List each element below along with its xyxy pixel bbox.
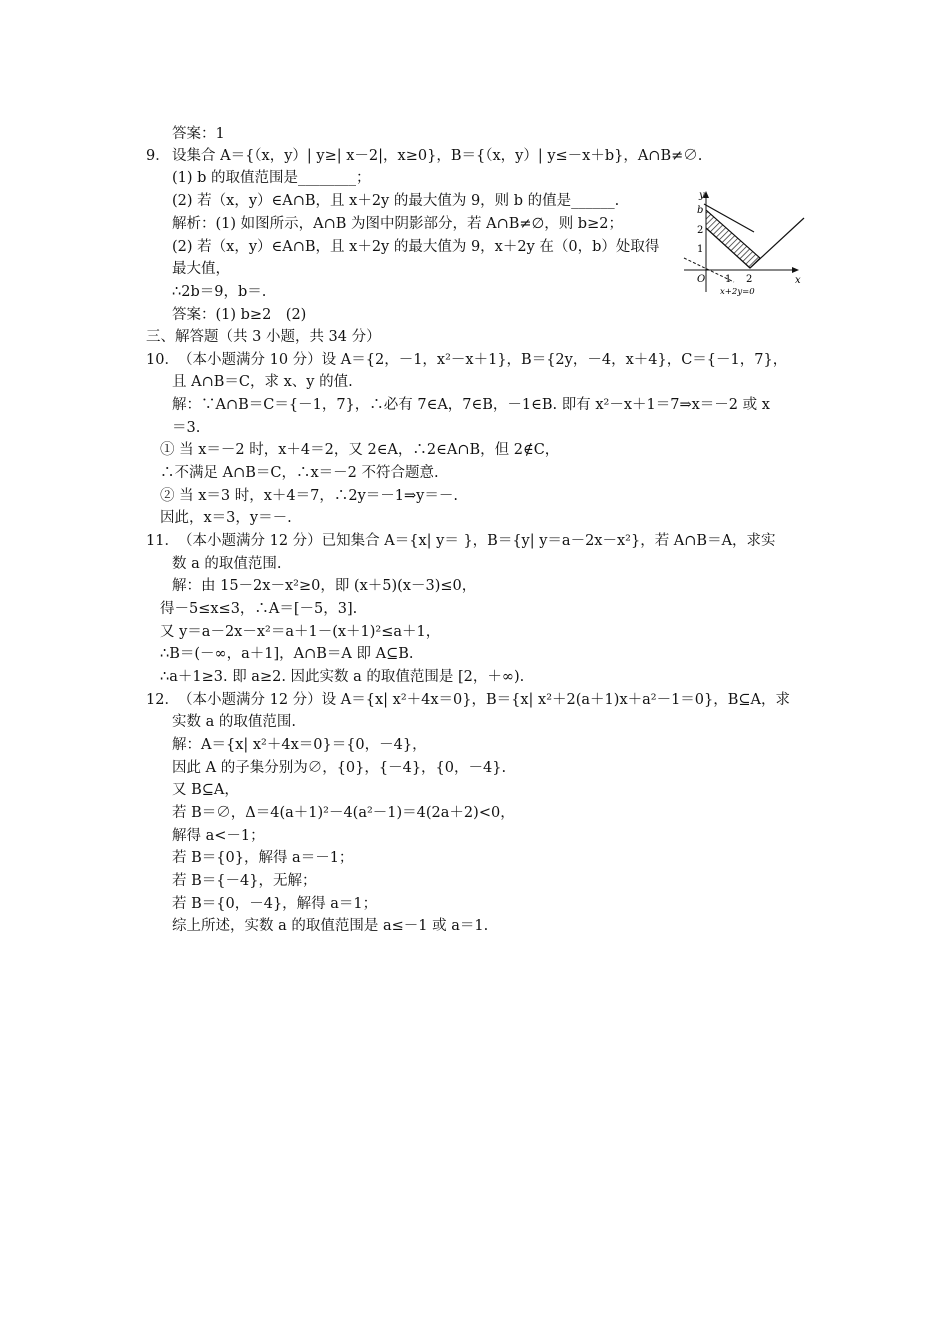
problem-11-statement-2: 数 a 的取值范围. bbox=[172, 556, 282, 572]
tick-y2-label: 2 bbox=[697, 225, 704, 236]
problem-12-statement-2: 实数 a 的取值范围. bbox=[172, 714, 296, 730]
problem-11-solution-1: 解：由 15－2x－x²≥0，即 (x＋5)(x－3)≤0， bbox=[172, 578, 477, 594]
tick-x1-label: 1 bbox=[725, 274, 732, 285]
problem-12-conclusion: 综上所述，实数 a 的取值范围是 a≤－1 或 a＝1. bbox=[172, 918, 489, 934]
line-label: x+2y=0 bbox=[720, 287, 755, 297]
problem-11-solution-3: 又 y＝a－2x－x²＝a＋1－(x＋1)²≤a＋1， bbox=[160, 624, 441, 640]
x-axis-arrow bbox=[792, 267, 799, 273]
problem-9-statement: 设集合 A＝{（x，y）| y≥| x－2|，x≥0}，B＝{（x，y）| y≤－x＋b}，A∩B≠∅. bbox=[172, 148, 703, 164]
problem-9-analysis-3: 最大值， bbox=[172, 261, 230, 277]
b-label: b bbox=[697, 205, 704, 216]
problem-9-figure bbox=[680, 188, 810, 300]
problem-9-part2: (2) 若（x，y）∈A∩B，且 x＋2y 的最大值为 9，则 b 的值是______. bbox=[172, 193, 620, 209]
problem-12-number: 12． bbox=[146, 692, 179, 708]
problem-10-statement-2: 且 A∩B＝C，求 x、y 的值. bbox=[172, 374, 353, 390]
problem-12-solution-4: 若 B＝∅，Δ＝4(a＋1)²－4(a²－1)＝4(2a＋2)<0， bbox=[172, 805, 515, 821]
problem-9-part1: (1) b 的取值范围是________； bbox=[172, 170, 371, 186]
section-3-heading: 三、解答题（共 3 小题，共 34 分） bbox=[146, 329, 381, 345]
problem-9-analysis-1: 解析：(1) 如图所示，A∩B 为图中阴影部分，若 A∩B≠∅，则 b≥2； bbox=[172, 216, 623, 232]
tick-y1-label: 1 bbox=[697, 244, 704, 255]
problem-12-solution-5: 解得 a<－1； bbox=[172, 828, 265, 844]
problem-10-solution-6: 因此，x＝3，y＝－. bbox=[160, 510, 292, 526]
problem-12-statement: （本小题满分 12 分）设 A＝{x| x²＋4x＝0}，B＝{x| x²＋2(a＋1)x＋a²－1＝0}，B⊆A，求 bbox=[178, 692, 791, 708]
problem-12-solution-1: 解：A＝{x| x²＋4x＝0}＝{0，－4}， bbox=[172, 737, 427, 753]
problem-10-solution-2: ＝3. bbox=[172, 420, 201, 436]
answer-8: 答案：1 bbox=[172, 126, 225, 142]
problem-12-solution-7: 若 B＝{－4}，无解； bbox=[172, 873, 317, 889]
problem-9-number: 9． bbox=[146, 148, 170, 164]
problem-10-number: 10． bbox=[146, 352, 179, 368]
problem-11-solution-5: ∴a＋1≥3. 即 a≥2. 因此实数 a 的取值范围是 [2，＋∞). bbox=[160, 669, 525, 685]
problem-9-analysis-2: (2) 若（x，y）∈A∩B，且 x＋2y 的最大值为 9，x＋2y 在（0，b）处取得 bbox=[172, 239, 660, 255]
problem-9-answer: 答案：(1) b≥2 (2) bbox=[172, 307, 307, 323]
problem-10-solution-3: ① 当 x＝－2 时，x＋4＝2，又 2∈A，∴2∈A∩B，但 2∉C， bbox=[160, 442, 560, 458]
problem-11-solution-2: 得－5≤x≤3，∴A＝[－5，3]. bbox=[160, 601, 358, 617]
problem-12-solution-6: 若 B＝{0}，解得 a＝－1； bbox=[172, 850, 354, 866]
x-axis-label: x bbox=[795, 275, 801, 286]
problem-9-analysis-4: ∴2b＝9，b＝. bbox=[172, 284, 267, 300]
problem-12-solution-2: 因此 A 的子集分别为∅，{0}，{－4}，{0，－4}. bbox=[172, 760, 507, 776]
shaded-region bbox=[706, 210, 760, 268]
problem-10-solution-5: ② 当 x＝3 时，x＋4＝7，∴2y＝－1⇒y＝－. bbox=[160, 488, 458, 504]
problem-10-solution-1: 解：∵A∩B＝C＝{－1，7}，∴必有 7∈A，7∈B，－1∈B. 即有 x²－x＋1＝7⇒x＝－2 或 x bbox=[172, 397, 770, 413]
y-axis-label: y bbox=[699, 190, 705, 201]
problem-10-statement: （本小题满分 10 分）设 A＝{2，－1，x²－x＋1}，B＝{2y，－4，x＋4}，C＝{－1，7}， bbox=[178, 352, 788, 368]
problem-11-number: 11． bbox=[146, 533, 179, 549]
abs-line-right bbox=[750, 218, 804, 268]
origin-label: O bbox=[697, 274, 706, 285]
problem-12-solution-8: 若 B＝{0，－4}，解得 a＝1； bbox=[172, 896, 378, 912]
tick-x2-label: 2 bbox=[746, 274, 753, 285]
region-graph bbox=[680, 188, 810, 300]
problem-11-solution-4: ∴B＝(－∞，a＋1]，A∩B＝A 即 A⊆B. bbox=[160, 646, 414, 662]
problem-10-solution-4: ∴不满足 A∩B＝C，∴x＝－2 不符合题意. bbox=[160, 465, 439, 481]
problem-11-statement: （本小题满分 12 分）已知集合 A＝{x| y＝ }，B＝{y| y＝a－2x－x²}，若 A∩B＝A，求实 bbox=[178, 533, 776, 549]
problem-12-solution-3: 又 B⊆A， bbox=[172, 782, 239, 798]
